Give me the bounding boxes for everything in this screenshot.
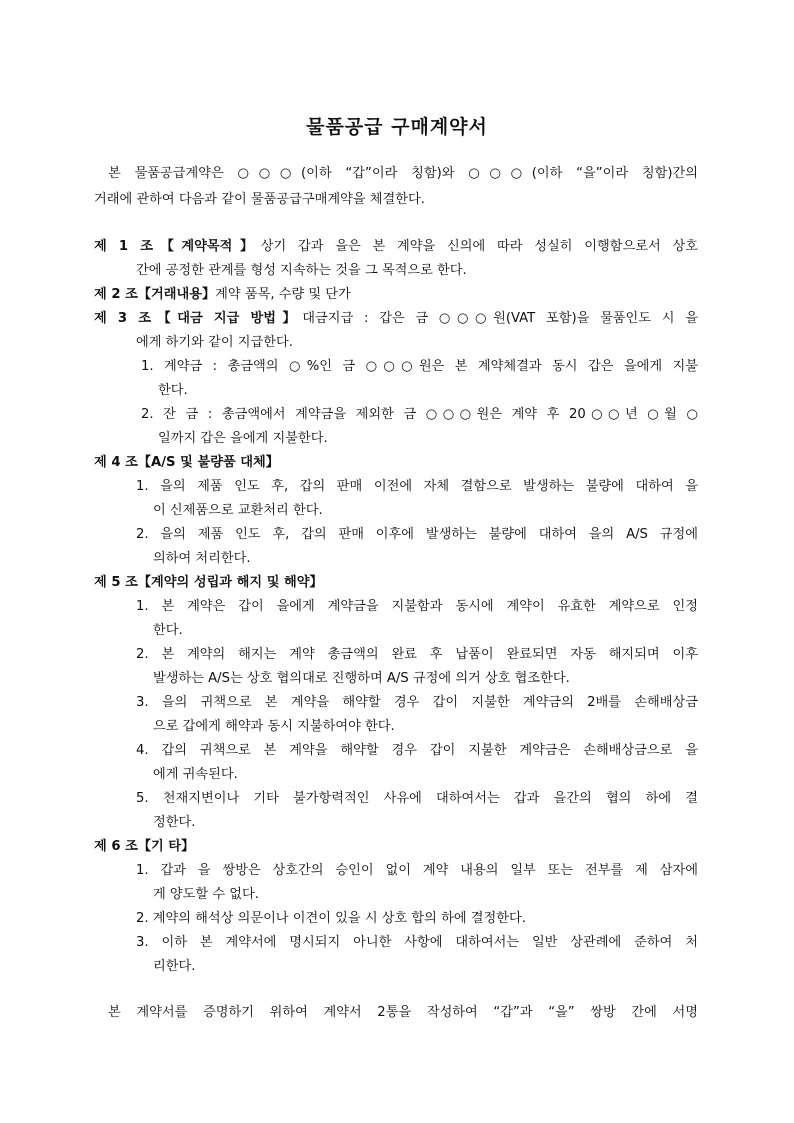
article-3-line-1 (94, 310, 698, 328)
article-6-item-1: 1. 갑과 을 쌍방은 상호간의 승인이 없이 계약 내용의 일부 또는 전부를 제 삼자에 (136, 863, 698, 878)
article-2-line (94, 286, 351, 304)
document-title: 물품공급 구매계약서 (306, 116, 488, 138)
article-4-item-1-cont: 이 신제품으로 교환처리 한다. (153, 503, 323, 518)
article-3-item-2-cont: 일까지 갑은 을에게 지불한다. (158, 431, 328, 446)
article-3-item-2: 2. 잔 금 : 총금액에서 계약금을 제외한 금 ○○○원은 계약 후 20○○년 ○월 ○ (141, 407, 698, 422)
article-2-text: 계약 품목, 수량 및 단가 (215, 287, 351, 302)
article-3-text: 대금지급 : 갑은 금 ○○○원(VAT 포함)을 물품인도 시 을 (302, 311, 699, 326)
article-1-line-2: 간에 공정한 관계를 형성 지속하는 것을 그 목적으로 한다. (136, 263, 467, 278)
article-5-item-3: 3. 을의 귀책으로 본 계약을 해약할 경우 갑이 지불한 계약금의 2배를 손해배상금 (136, 695, 698, 710)
article-5-item-5: 5. 천재지변이나 기타 불가항력적인 사유에 대하여서는 갑과 을간의 협의 하에 결 (136, 791, 698, 806)
intro-line-1: 본 물품공급계약은 ○○○(이하 “갑”이라 칭함)와 ○○○(이하 “을”이라 칭함)간의 (108, 166, 698, 181)
article-3-item-1: 1. 계약금 : 총금액의 ○%인 금 ○○○원은 본 계약체결과 동시 갑은 을에게 지불 (141, 359, 698, 374)
article-4-item-2-cont: 의하여 처리한다. (153, 551, 251, 566)
article-6-heading: 제 6 조【기 타】 (94, 839, 195, 854)
article-5-item-4-cont: 에게 귀속된다. (153, 767, 238, 782)
article-5-heading: 제 5 조【계약의 성립과 해지 및 해약】 (94, 575, 323, 590)
article-4-item-2: 2. 을의 제품 인도 후, 갑의 판매 이후에 발생하는 불량에 대하여 을의 A/S 규정에 (136, 527, 698, 542)
article-4-heading: 제 4 조【A/S 및 불량품 대체】 (94, 455, 279, 470)
article-5-item-1: 1. 본 계약은 갑이 을에게 계약금을 지불함과 동시에 계약이 유효한 계약으로 인정 (136, 599, 698, 614)
article-5-item-2: 2. 본 계약의 해지는 계약 총금액의 완료 후 납품이 완료되면 자동 해지되며 이후 (136, 647, 698, 662)
article-2-heading: 제 2 조【거래내용】 (94, 287, 216, 302)
article-5-item-4: 4. 갑의 귀책으로 본 계약을 해약할 경우 갑이 지불한 계약금은 손해배상금으로 을 (136, 743, 698, 758)
article-3-line-2: 에게 하기와 같이 지급한다. (136, 335, 293, 350)
article-4-item-1: 1. 을의 제품 인도 후, 갑의 판매 이전에 자체 결함으로 발생하는 불량에 대하여 을 (136, 479, 698, 494)
article-3-heading: 제 3 조【대금 지급 방법】 (94, 311, 303, 326)
article-5-item-5-cont: 정한다. (153, 815, 196, 830)
article-5-item-1-cont: 한다. (153, 623, 183, 638)
intro-line-2: 거래에 관하여 다음과 같이 물품공급구매계약을 체결한다. (94, 192, 425, 207)
article-6-item-2: 2. 계약의 해석상 의문이나 이견이 있을 시 상호 합의 하에 결정한다. (136, 911, 526, 926)
article-6-item-3-cont: 리한다. (153, 959, 196, 974)
article-5-item-2-cont: 발생하는 A/S는 상호 협의대로 진행하며 A/S 규정에 의거 상호 협조한다. (153, 671, 570, 686)
article-1-heading: 제 1 조【계약목적】 (94, 239, 261, 254)
article-6-item-3: 3. 이하 본 계약서에 명시되지 아니한 사항에 대하여서는 일반 상관례에 준하여 처 (136, 935, 698, 950)
closing-statement: 본 계약서를 증명하기 위하여 계약서 2통을 작성하여 “갑”과 “을” 쌍방 간에 서명 (108, 1005, 698, 1020)
article-1-line-1 (94, 238, 698, 256)
article-1-text: 상기 갑과 을은 본 계약을 신의에 따라 성실히 이행함으로서 상호 (260, 239, 698, 254)
article-5-item-3-cont: 으로 갑에게 해약과 동시 지불하여야 한다. (153, 719, 395, 734)
article-6-item-1-cont: 게 양도할 수 없다. (153, 887, 259, 902)
article-3-item-1-cont: 한다. (158, 383, 188, 398)
